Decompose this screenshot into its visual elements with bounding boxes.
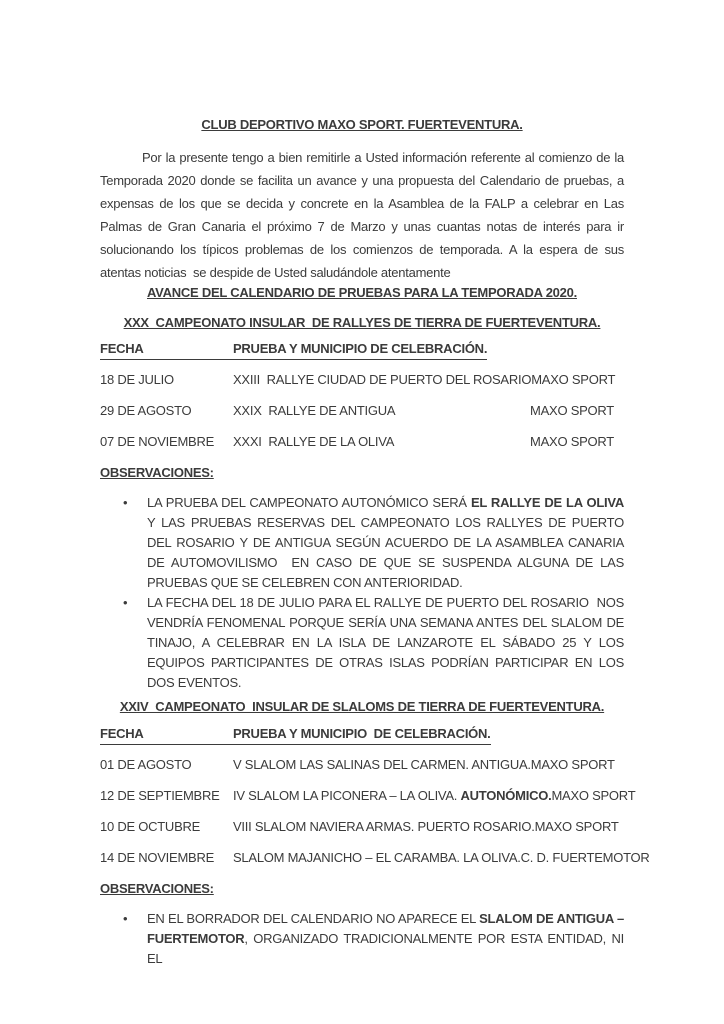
column-header-fecha: FECHA [100,726,144,741]
table-row [100,787,636,804]
cell-fecha: 29 DE AGOSTO [100,403,192,418]
cell-organizador: MAXO SPORT [534,819,619,834]
calendar-heading [100,284,624,301]
list-item [100,593,624,693]
cell-organizador: MAXO SPORT [530,434,614,449]
bullet-text: LA PRUEBA DEL CAMPEONATO AUTONÓMICO SERÁ EL RALLYE DE LA OLIVA Y LAS PRUEBAS RESERVAS DEL CAMPEONATO LOS RALLYES DE PUERTO DEL ROSARIO Y DE ANTIGUA SEGÚN ACUERDO DE LA ASAMBLEA CANARIA DE AUTOMOVILISMO EN CASO DE QUE SE SUSPENDA ALGUNA DE LAS PRUEBAS QUE SE CELEBREN CON ANTERIORIDAD. [147,495,624,590]
column-header-prueba: PRUEBA Y MUNICIPIO DE CELEBRACIÓN. [233,726,491,741]
cell-fecha: 18 DE JULIO [100,372,174,387]
cell-organizador: MAXO SPORT [530,403,614,418]
cell-prueba: XXIII RALLYE CIUDAD DE PUERTO DEL ROSARIO [233,372,532,387]
list-item [100,909,624,969]
slalom-section-heading [100,698,624,715]
slalom-section-heading-text: XXIV CAMPEONATO INSULAR DE SLALOMS DE TIERRA DE FUERTEVENTURA. [119,699,605,714]
table-row [100,818,624,835]
observaciones-heading [100,880,624,897]
bullet-icon: • [123,495,128,510]
cell-organizador: MAXO SPORT [551,788,636,803]
cell-fecha: 01 DE AGOSTO [100,757,192,772]
cell-prueba: VIII SLALOM NAVIERA ARMAS. PUERTO ROSARIO. [233,819,535,834]
bullet-icon: • [123,911,128,926]
cell-prueba: XXXI RALLYE DE LA OLIVA [233,434,395,449]
cell-prueba: V SLALOM LAS SALINAS DEL CARMEN. ANTIGUA. [233,757,531,772]
cell-prueba: SLALOM MAJANICHO – EL CARAMBA. LA OLIVA. [233,850,521,865]
cell-prueba: XXIX RALLYE DE ANTIGUA [233,403,396,418]
slalom-table-header [100,725,491,745]
calendar-heading-text: AVANCE DEL CALENDARIO DE PRUEBAS PARA LA TEMPORADA 2020. [147,285,577,300]
observaciones-heading-text: OBSERVACIONES: [100,881,214,896]
bullet-text: LA FECHA DEL 18 DE JULIO PARA EL RALLYE DE PUERTO DEL ROSARIO NOS VENDRÍA FENOMENAL PORQUE SERÍA UNA SEMANA ANTES DEL SLALOM DE TINAJO, A CELEBRAR EN LA ISLA DE LANZAROTE EL SÁBADO 25 Y LOS EQUIPOS PARTICIPANTES DE OTRAS ISLAS PODRÍAN PARTICIPAR EN LOS DOS EVENTOS. [147,595,624,690]
cell-organizador: C. D. FUERTEMOTOR [520,850,650,865]
table-row [100,402,624,419]
table-row [100,371,624,388]
table-row [100,756,624,773]
rally-section-heading [100,314,624,331]
cell-organizador: MAXO SPORT [530,757,615,772]
table-row [100,433,624,450]
observaciones-heading [100,464,624,481]
rally-table-header [100,340,487,360]
bullet-icon: • [123,595,128,610]
column-header-fecha: FECHA [100,341,144,356]
cell-fecha: 14 DE NOVIEMBRE [100,850,215,865]
column-header-prueba: PRUEBA Y MUNICIPIO DE CELEBRACIÓN. [233,341,488,356]
cell-fecha: 07 DE NOVIEMBRE [100,434,215,449]
cell-organizador: MAXO SPORT [531,372,616,387]
observaciones-heading-text: OBSERVACIONES: [100,465,214,480]
document-title: CLUB DEPORTIVO MAXO SPORT. FUERTEVENTURA. [201,117,523,132]
cell-fecha: 12 DE SEPTIEMBRE [100,788,220,803]
rally-section-heading-text: XXX CAMPEONATO INSULAR DE RALLYES DE TIERRA DE FUERTEVENTURA. [123,315,601,330]
cell-fecha: 10 DE OCTUBRE [100,819,201,834]
cell-prueba: IV SLALOM LA PICONERA – LA OLIVA. AUTONÓMICO. [233,788,552,803]
bullet-text: EN EL BORRADOR DEL CALENDARIO NO APARECE EL SLALOM DE ANTIGUA – FUERTEMOTOR, ORGANIZADO TRADICIONALMENTE POR ESTA ENTIDAD, NI EL [147,911,625,966]
list-item [100,493,624,593]
table-row [100,849,650,866]
intro-paragraph: Por la presente tengo a bien remitirle a Usted información referente al comienzo de la Temporada 2020 donde se facilita un avance y una propuesta del Calendario de pruebas, a expensas de los que se decida y concrete en la Asamblea de la FALP a celebrar en Las Palmas de Gran Canaria el próximo 7 de Marzo y unas cuantas notas de interés para ir solucionando los típicos problemas de los comienzos de temporada. A la espera de sus atentas noticias se despide de Usted saludándole atentamente [100,150,624,280]
